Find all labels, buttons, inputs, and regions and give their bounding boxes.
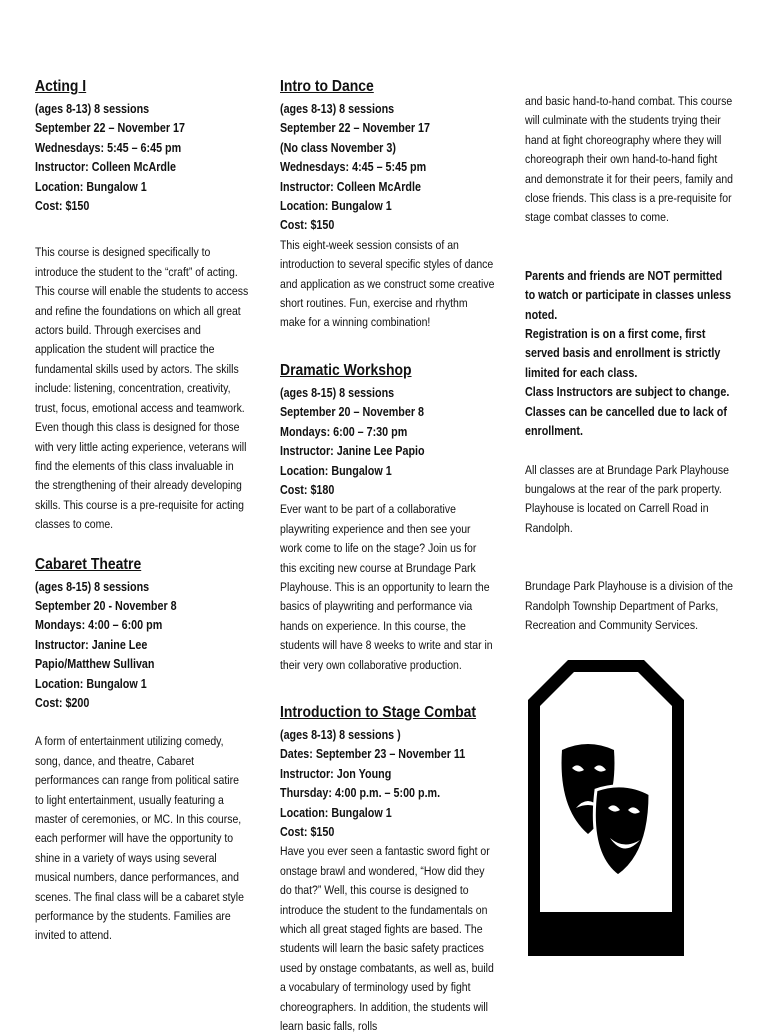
course-location: Location: Bungalow 1 <box>280 463 392 478</box>
course-schedule: Wednesdays: 5:45 – 6:45 pm <box>35 140 182 155</box>
course-schedule: Thursday: 4:00 p.m. – 5:00 p.m. <box>280 786 441 801</box>
course-location: Location: Bungalow 1 <box>35 179 147 194</box>
course-title-dance: Intro to Dance <box>280 78 374 95</box>
division-info: Brundage Park Playhouse is a division of the Randolph Township Department of Parks, Recreation and Community Services. <box>525 579 734 632</box>
column-3 <box>525 92 735 635</box>
course-instructor: Instructor: Colleen McArdle <box>280 179 421 194</box>
notice-instructors: Class Instructors are subject to change. <box>525 385 730 400</box>
course-dates: September 20 - November 8 <box>35 598 177 613</box>
course-title-workshop: Dramatic Workshop <box>280 361 412 379</box>
course-note: (No class November 3) <box>280 140 396 155</box>
course-description-combat-continued: and basic hand-to-hand combat. This course will culminate with the students trying their hand at fight choreography where they will choreograph their own hand-to-hand fight and demonstrate it for their peers, family and close friends. This class is a pre-requisite for stage combat classes to come. <box>525 94 733 225</box>
course-title-acting: Acting I <box>35 78 87 95</box>
course-description-workshop: Ever want to be part of a collaborative playwriting experience and then see your work come to life on the stage? Join us for this exciting new course at Brundage Park Playhouse. This is an opportunity to learn the basics of playwriting and performance via hands on experience. In this course, the students will have 8 weeks to write and star in their very own collaborative production. <box>280 502 493 672</box>
course-instructor: Instructor: Janine Lee Papio/Matthew Sullivan <box>35 637 155 672</box>
course-description-combat: Have you ever seen a fantastic sword fight or onstage brawl and wondered, “How did they do that?” Well, this course is designed to introduce the student to the fundamentals on which all great staged fights are based. The students will learn the basic safety practices used by onstage combatants, as well as, build a vocabulary of terminology used by fight choreographers. In addition, the students will learn basic falls, rolls <box>280 844 494 1034</box>
course-info-workshop <box>280 384 494 500</box>
course-info-cabaret <box>35 578 249 714</box>
course-schedule: Mondays: 4:00 – 6:00 pm <box>35 618 163 633</box>
course-location: Location: Bungalow 1 <box>280 805 392 820</box>
course-ages: (ages 8-13) 8 sessions <box>280 102 395 116</box>
course-schedule: Mondays: 6:00 – 7:30 pm <box>280 424 408 439</box>
course-ages: (ages 8-13) 8 sessions ) <box>280 727 401 742</box>
course-ages: (ages 8-15) 8 sessions <box>280 385 395 400</box>
course-title-combat: Introduction to Stage Combat <box>280 703 477 721</box>
course-cost: Cost: $150 <box>35 199 90 214</box>
course-title-cabaret: Cabaret Theatre <box>35 555 142 573</box>
course-instructor: Instructor: Colleen McArdle <box>35 160 176 175</box>
course-location: Location: Bungalow 1 <box>35 676 147 691</box>
course-description-cabaret: A form of entertainment utilizing comedy, song, dance, and theatre, Cabaret performances can range from political satire to light entertainment, usually featuring a master of ceremonies, or MC. In this course, each performer will have the opportunity to shine in a variety of ways using several musical numbers, dance performances, and scenes. The final class will be a cabaret style performance by the students. Families are invited to attend. <box>35 734 244 943</box>
column-2 <box>280 76 495 1036</box>
course-cost: Cost: $180 <box>280 482 335 497</box>
notice-no-observers: Parents and friends are NOT permitted to watch or participate in classes unless noted. <box>525 268 732 322</box>
course-info-combat <box>280 726 494 842</box>
course-location: Location: Bungalow 1 <box>280 199 392 214</box>
theatre-masks-icon <box>526 658 686 958</box>
course-dates: September 22 – November 17 <box>280 121 430 136</box>
location-info: All classes are at Brundage Park Playhouse bungalows at the rear of the park property. Playhouse is located on Carrell Road in Randolph. <box>525 462 729 535</box>
course-dates: September 20 – November 8 <box>280 405 425 420</box>
course-schedule: Wednesdays: 4:45 – 5:45 pm <box>280 160 427 175</box>
notice-cancellation: Classes can be cancelled due to lack of enrollment. <box>525 404 727 439</box>
course-description-dance: This eight-week session consists of an introduction to several specific styles of dance and application as we construct some creative short routines. Fun, exercise and rhythm make for a winning combination! <box>280 237 495 330</box>
policy-notice <box>525 267 734 442</box>
course-ages: (ages 8-15) 8 sessions <box>35 579 150 594</box>
course-ages: (ages 8-13) 8 sessions <box>35 102 150 116</box>
course-dates: September 22 – November 17 <box>35 121 185 136</box>
course-cost: Cost: $150 <box>280 825 335 839</box>
course-info-acting <box>35 100 249 216</box>
course-instructor: Instructor: Jon Young <box>280 766 392 781</box>
course-cost: Cost: $200 <box>35 695 90 710</box>
course-dates: Dates: September 23 – November 11 <box>280 747 466 762</box>
column-1 <box>35 76 250 946</box>
course-info-dance <box>280 100 494 236</box>
course-instructor: Instructor: Janine Lee Papio <box>280 444 425 459</box>
course-cost: Cost: $150 <box>280 218 335 233</box>
notice-registration: Registration is on a first come, first served basis and enrollment is strictly limited for each class. <box>525 327 721 380</box>
course-description-acting: This course is designed specifically to introduce the student to the “craft” of acting. This course will enable the students to access and refine the foundations on which all great actors build. Through exercises and application the student will practice the fundamental skills used by actors. The skills include: listening, concentration, creativity, trust, focus, emotional access and teamwork. Even though this class is designed for those with very little acting experience, veterans will find the elements of this class invaluable in the strengthening of their already developing skills. This course is a pre-requisite for acting classes to come. <box>35 245 249 532</box>
